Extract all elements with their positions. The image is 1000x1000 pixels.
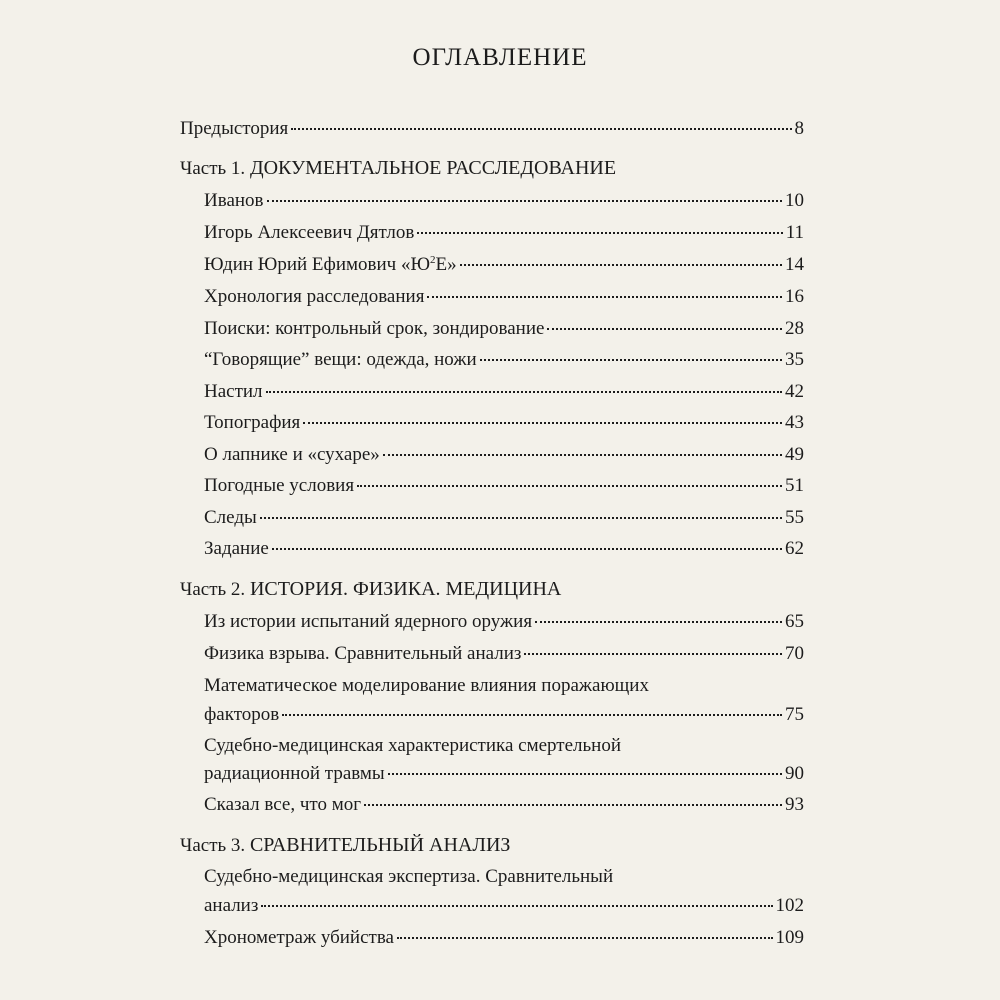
entry-page: 62 — [785, 538, 804, 559]
toc-entry[interactable] — [204, 611, 804, 633]
dot-leader — [357, 485, 782, 487]
part-prefix: Часть 2. — [180, 579, 250, 600]
entry-label: Задание — [204, 538, 269, 559]
toc-entry[interactable] — [204, 318, 804, 340]
entry-page: 90 — [785, 763, 804, 784]
toc-entry[interactable] — [204, 412, 804, 434]
entry-label: факторов — [204, 704, 280, 725]
entry-page: 55 — [785, 507, 804, 528]
toc-entry[interactable] — [204, 190, 804, 212]
toc-entry-prehistory[interactable] — [180, 118, 804, 140]
entry-page: 51 — [785, 475, 804, 496]
toc-entry[interactable] — [204, 643, 804, 665]
dot-leader — [261, 905, 772, 907]
dot-leader — [397, 937, 773, 939]
dot-leader — [460, 264, 782, 266]
toc-entry[interactable] — [204, 349, 804, 371]
part-prefix: Часть 3. — [180, 835, 250, 856]
toc-entry[interactable] — [204, 538, 804, 560]
entry-label: радиационной травмы — [204, 763, 385, 784]
entry-label: Хронометраж убийства — [204, 927, 394, 948]
toc-entry[interactable] — [204, 444, 804, 466]
part-1-heading — [180, 157, 616, 180]
entry-page: 16 — [785, 286, 804, 307]
entry-page: 8 — [794, 118, 804, 139]
dot-leader — [427, 296, 782, 298]
entry-page: 49 — [785, 444, 804, 465]
dot-leader — [282, 714, 782, 716]
toc-entry[interactable] — [204, 286, 804, 308]
entry-label: Предыстория — [180, 118, 289, 139]
entry-page: 35 — [785, 349, 804, 370]
toc-title: ОГЛАВЛЕНИЕ — [412, 44, 588, 71]
entry-page: 28 — [785, 318, 804, 339]
entry-first-line: Судебно-медицинская характеристика смертельной — [204, 735, 621, 756]
part-name: ИСТОРИЯ. ФИЗИКА. МЕДИЦИНА — [249, 578, 562, 600]
toc-entry[interactable] — [204, 927, 804, 949]
entry-first-line: Судебно-медицинская экспертиза. Сравнительный — [204, 866, 614, 887]
toc-entry[interactable] — [204, 763, 804, 785]
part-name: ДОКУМЕНТАЛЬНОЕ РАССЛЕДОВАНИЕ — [249, 157, 617, 179]
entry-page: 10 — [785, 190, 804, 211]
entry-page: 109 — [775, 927, 804, 948]
dot-leader — [524, 653, 782, 655]
dot-leader — [303, 422, 782, 424]
dot-leader — [535, 621, 782, 623]
entry-label: Хронология расследования — [204, 286, 425, 307]
entry-label: Иванов — [204, 190, 264, 211]
entry-label: Погодные условия — [204, 475, 355, 496]
dot-leader — [260, 517, 782, 519]
entry-page: 14 — [785, 254, 804, 275]
part-2-heading — [180, 578, 561, 601]
dot-leader — [272, 548, 782, 550]
entry-label: О лапнике и «сухаре» — [204, 444, 380, 465]
dot-leader — [547, 328, 782, 330]
toc-entry[interactable] — [204, 475, 804, 497]
toc-entry[interactable] — [204, 895, 804, 917]
toc-entry[interactable] — [204, 507, 804, 529]
entry-page: 93 — [785, 794, 804, 815]
entry-page: 102 — [775, 895, 804, 916]
entry-label: Из истории испытаний ядерного оружия — [204, 611, 533, 632]
part-prefix: Часть 1. — [180, 158, 250, 179]
entry-label: Сказал все, что мог — [204, 794, 362, 815]
dot-leader — [291, 128, 791, 130]
entry-label: Следы — [204, 507, 257, 528]
dot-leader — [266, 391, 782, 393]
toc-entry[interactable] — [204, 704, 804, 726]
dot-leader — [364, 804, 782, 806]
toc-entry[interactable] — [204, 794, 804, 816]
entry-page: 43 — [785, 412, 804, 433]
entry-label: Настил — [204, 381, 263, 402]
entry-page: 42 — [785, 381, 804, 402]
entry-label: Топография — [204, 412, 301, 433]
dot-leader — [388, 773, 782, 775]
part-name: СРАВНИТЕЛЬНЫЙ АНАЛИЗ — [249, 834, 511, 856]
entry-label: Юдин Юрий Ефимович «$Ю^2Е$» — [204, 254, 457, 275]
part-3-heading — [180, 834, 510, 857]
entry-label: Поиски: контрольный срок, зондирование — [204, 318, 545, 339]
entry-first-line: Математическое моделирование влияния поражающих — [204, 675, 649, 696]
toc-entry[interactable] — [204, 254, 804, 276]
dot-leader — [480, 359, 782, 361]
toc-entry[interactable] — [204, 222, 804, 244]
entry-page: 70 — [785, 643, 804, 664]
entry-label: Физика взрыва. Сравнительный анализ — [204, 643, 522, 664]
entry-label: Игорь Алексеевич Дятлов — [204, 222, 415, 243]
dot-leader — [383, 454, 782, 456]
dot-leader — [267, 200, 782, 202]
entry-label: “Говорящие” вещи: одежда, ножи — [204, 349, 477, 370]
dot-leader — [417, 232, 782, 234]
toc-entry[interactable] — [204, 381, 804, 403]
entry-page: 75 — [785, 704, 804, 725]
entry-label: анализ — [204, 895, 259, 916]
entry-page: 11 — [785, 222, 804, 243]
entry-page: 65 — [785, 611, 804, 632]
